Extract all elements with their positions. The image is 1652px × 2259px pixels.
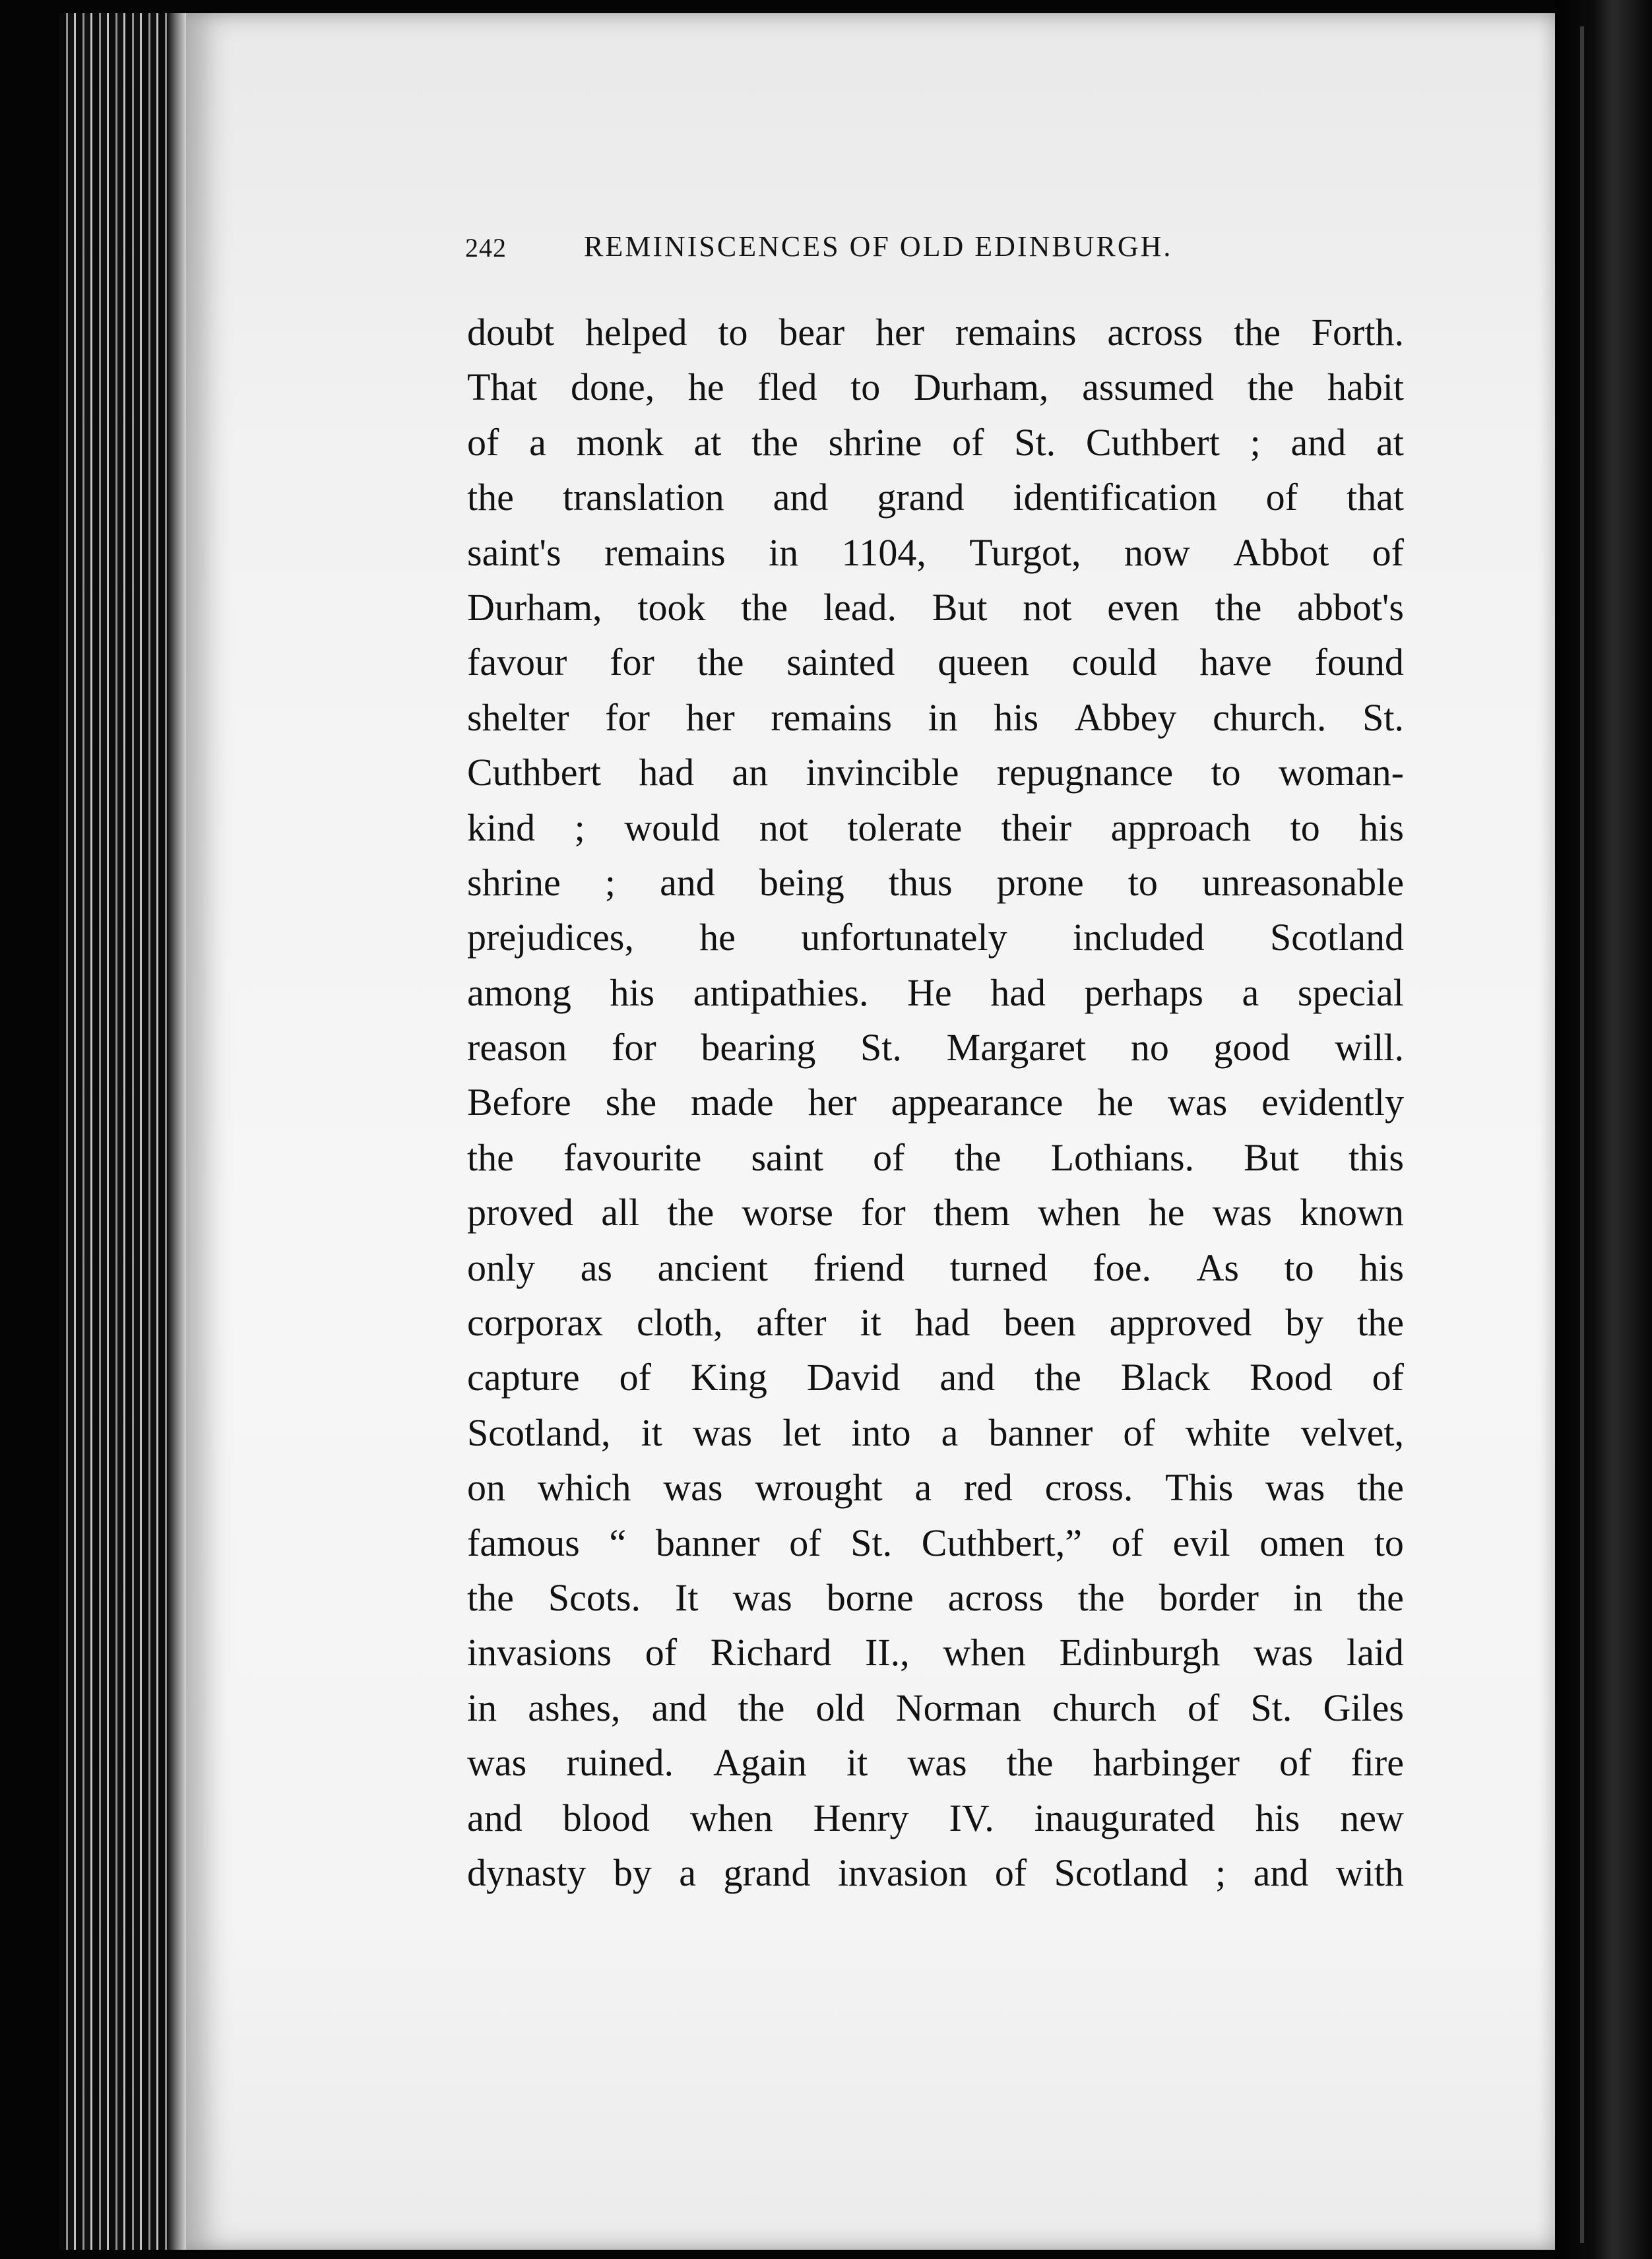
text-line: shrine ; and being thus prone to unreasonable [467,860,1404,904]
text-line: shelter for her remains in his Abbey church. St. [467,695,1404,739]
scanner-edge-right [1555,0,1652,2259]
text-line: and blood when Henry IV. inaugurated his new [467,1796,1404,1839]
text-line: only as ancient friend turned foe. As to his [467,1246,1404,1289]
text-line: Before she made her appearance he was evidently [467,1081,1404,1124]
text-line: corporax cloth, after it had been approved by the [467,1301,1404,1345]
text-line: famous “ banner of St. Cuthbert,” of evil omen to [467,1521,1404,1564]
running-title: REMINISCENCES OF OLD EDINBURGH. [584,230,1173,263]
text-line: of a monk at the shrine of St. Cuthbert ; and at [467,420,1404,464]
text-line: favour for the sainted queen could have found [467,641,1404,684]
text-line: prejudices, he unfortunately included Scotland [467,916,1404,959]
text-line: capture of King David and the Black Rood of [467,1356,1404,1399]
page-number: 242 [465,233,507,263]
body-text [467,305,1404,1900]
text-line: Cuthbert had an invincible repugnance to woman- [467,751,1404,794]
scanner-edge-line [1580,26,1584,2243]
text-line: reason for bearing St. Margaret no good will. [467,1026,1404,1069]
text-line: saint's remains in 1104, Turgot, now Abbot of [467,530,1404,574]
text-line: was ruined. Again it was the harbinger of fire [467,1741,1404,1785]
text-line: in ashes, and the old Norman church of St. Giles [467,1686,1404,1729]
page-gutter-shadow [168,13,187,2250]
running-head [465,230,1290,269]
text-line: proved all the worse for them when he was known [467,1191,1404,1234]
text-line: That done, he fled to Durham, assumed the habit [467,366,1404,409]
text-line: Scotland, it was let into a banner of white velvet, [467,1411,1404,1454]
text-line: dynasty by a grand invasion of Scotland ; and with [467,1851,1404,1894]
text-line: the translation and grand identification of that [467,476,1404,519]
text-line: on which was wrought a red cross. This was the [467,1466,1404,1510]
text-line: the Scots. It was borne across the border in the [467,1575,1404,1619]
text-line: Durham, took the lead. But not even the abbot's [467,585,1404,629]
text-line: the favourite saint of the Lothians. But this [467,1135,1404,1179]
text-line: kind ; would not tolerate their approach to his [467,806,1404,849]
text-line: among his antipathies. He had perhaps a special [467,970,1404,1014]
text-line: invasions of Richard II., when Edinburgh was laid [467,1631,1404,1674]
text-line: doubt helped to bear her remains across the Forth. [467,311,1404,354]
